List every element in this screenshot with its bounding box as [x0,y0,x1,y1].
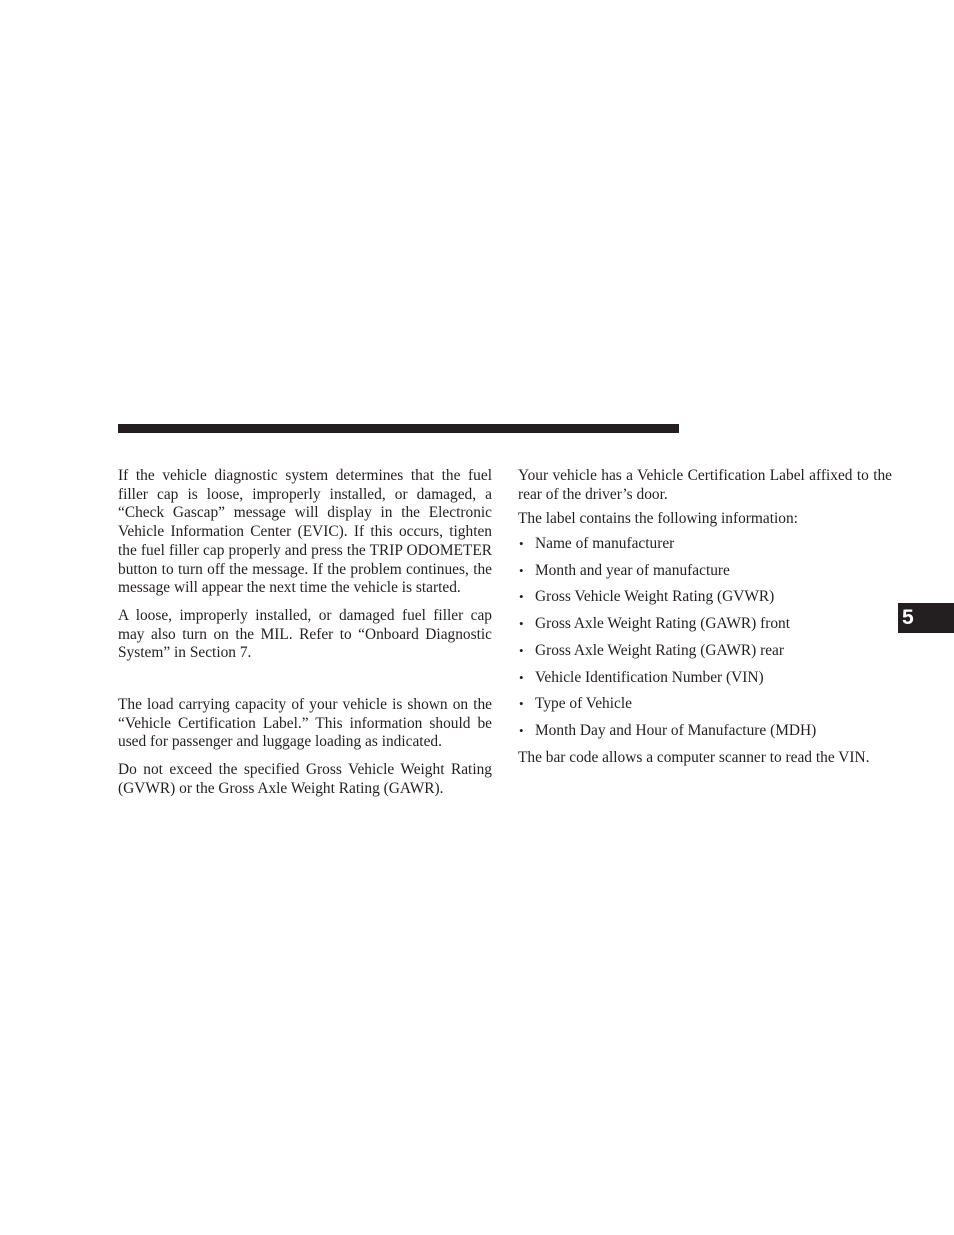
list-intro: The label contains the following information: [518,510,798,528]
mil-paragraph: A loose, improperly installed, or damaged fuel filler cap may also turn on the MIL. Refer to “Onboard Diagnostic System” in Section 7. [118,606,492,662]
list-item: • Gross Axle Weight Rating (GAWR) front [518,615,892,642]
weight-rating-paragraph: Do not exceed the specified Gross Vehicle Weight Rating (GVWR) or the Gross Axle Weight Rating (GAWR). [118,761,492,797]
certification-label-paragraph: Your vehicle has a Vehicle Certification Label affixed to the rear of the driver’s door. [518,467,892,503]
load-capacity-paragraph: The load carrying capacity of your vehicle is shown on the “Vehicle Certification Label.” This information should be used for passenger and luggage loading as indicated. [118,696,492,751]
gascap-paragraph: If the vehicle diagnostic system determines that the fuel filler cap is loose, improperly installed, or damaged, a “Check Gascap” message will display in the Electronic Vehicle Information Center (EVIC). If this occurs, tighten the fuel filler cap properly and press the TRIP ODOMETER button to turn off the message. If the problem continues, the message will appear the next time the vehicle is started. [118,467,492,597]
list-item: • Vehicle Identification Number (VIN) [518,669,892,696]
list-item: • Month Day and Hour of Manufacture (MDH) [518,722,892,749]
left-column [118,467,492,799]
label-info-list [518,535,892,749]
section-tab: 5 [898,603,954,633]
list-item: • Gross Vehicle Weight Rating (GVWR) [518,588,892,615]
right-column [518,467,892,767]
list-item: • Month and year of manufacture [518,562,892,589]
list-item: • Type of Vehicle [518,695,892,722]
list-item: • Name of manufacturer [518,535,892,562]
list-item: • Gross Axle Weight Rating (GAWR) rear [518,642,892,669]
section-header-rule [118,424,679,433]
barcode-paragraph: The bar code allows a computer scanner to read the VIN. [518,748,870,766]
